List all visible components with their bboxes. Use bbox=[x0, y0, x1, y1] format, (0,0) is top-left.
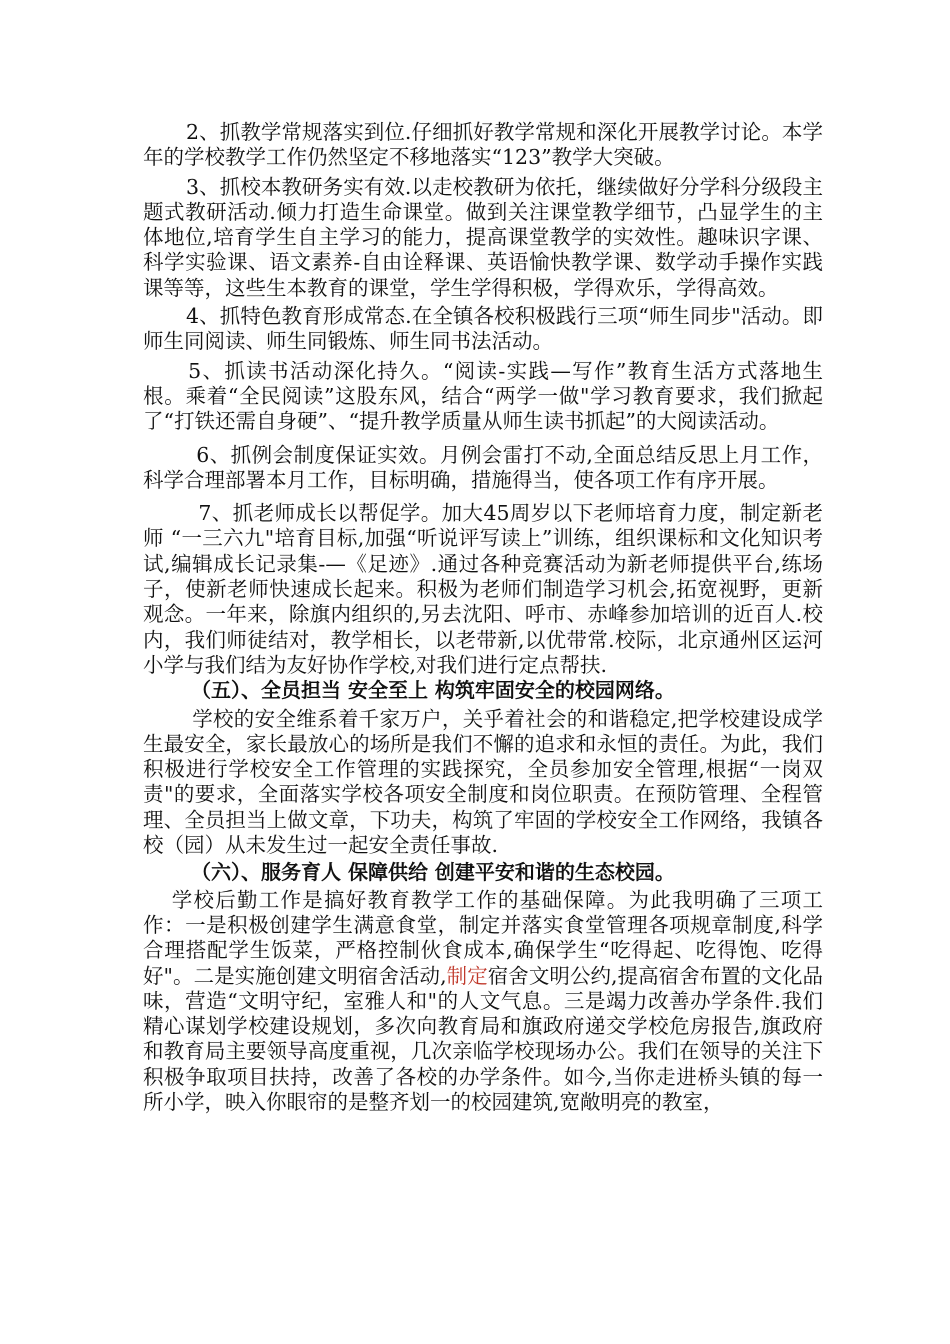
document-page bbox=[143, 120, 823, 1115]
section-heading-safety: （五）、全员担当 安全至上 构筑牢固安全的校园网络。 bbox=[191, 678, 675, 703]
paragraph-reading-activity: 5、抓读书活动深化持久。“阅读-实践—写作”教育生活方式落地生根。乘着“全民阅读”这股东风，结合“两学一做"学习教育要求，我们掀起了“打铁还需自身硬”、“提升教学质量从师生读书抓起”的大阅读活动。 bbox=[143, 358, 823, 434]
paragraph-teacher-growth: 7、抓老师成长以帮促学。加大45周岁以下老师培育力度，制定新老师 “一三六九"培育目标,加强“听说评写读上”训练，组织课标和文化知识考试,编辑成长记录集-—《足迹》.通过各种竞赛活动为新老师提供平台,练场子，使新老师快速成长起来。积极为老师们制造学习机会,拓宽视野，更新观念。一年来，除旗内组织的,另去沈阳、呼市、赤峰参加培训的近百人.校内，我们师徒结对，教学相长，以老带新,以优带常.校际，北京通州区运河小学与我们结为友好协作学校,对我们进行定点帮扶. bbox=[143, 501, 823, 677]
highlighted-word: 制定 bbox=[446, 963, 488, 988]
paragraph-special-education: 4、抓特色教育形成常态.在全镇各校积极践行三项“师生同步"活动。即师生同阅读、师生同锻炼、师生同书法活动。 bbox=[143, 304, 823, 354]
paragraph-logistics bbox=[143, 888, 823, 1116]
paragraph-campus-safety: 学校的安全维系着千家万户，关乎着社会的和谐稳定,把学校建设成学生最安全，家长最放心的场所是我们不懈的追求和永恒的责任。为此，我们积极进行学校安全工作管理的实践探究，全员参加安全管理,根据“一岗双责"的要求，全面落实学校各项安全制度和岗位职责。在预防管理、全程管理、全员担当上做文章，下功夫，构筑了牢固的学校安全工作网络，我镇各校（园）从未发生过一起安全责任事故. bbox=[143, 706, 823, 858]
paragraph-school-research: 3、抓校本教研务实有效.以走校教研为依托，继续做好分学科分级段主题式教研活动.倾力打造生命课堂。做到关注课堂教学细节，凸显学生的主体地位,培育学生自主学习的能力，提高课堂教学的实效性。趣味识字课、科学实验课、语文素养-自由诠释课、英语愉快教学课、数学动手操作实践课等等，这些生本教育的课堂，学生学得积极，学得欢乐，学得高效。 bbox=[143, 174, 823, 300]
logistics-text-part-1: 学校后勤工作是搞好教育教学工作的基础保障。为此我明确了三项工作：一是积极创建学生满意食堂，制定并落实食堂管理各项规章制度,科学合理搭配学生饭菜，严格控制伙食成本,确保学生“吃得起、吃得饱、吃得好"。二是实施创建文明宿舍活动, bbox=[143, 887, 823, 988]
section-heading-service: （六）、服务育人 保障供给 创建平安和谐的生态校园。 bbox=[191, 860, 675, 885]
paragraph-regular-meeting: 6、抓例会制度保证实效。月例会雷打不动,全面总结反思上月工作，科学合理部署本月工作，目标明确，措施得当，使各项工作有序开展。 bbox=[143, 442, 823, 492]
paragraph-teaching-routine: 2、抓教学常规落实到位.仔细抓好教学常规和深化开展教学讨论。本学年的学校教学工作仍然坚定不移地落实“123”教学大突破。 bbox=[143, 120, 823, 170]
logistics-text-part-2: 宿舍文明公约,提高宿舍布置的文化品味，营造“文明守纪，室雅人和"的人文气息。三是竭力改善办学条件.我们精心谋划学校建设规划，多次向教育局和旗政府递交学校危房报告,旗政府和教育局主要领导高度重视，几次亲临学校现场办公。我们在领导的关注下积极争取项目扶持，改善了各校的办学条件。如今,当你走进桥头镇的每一所小学，映入你眼帘的是整齐划一的校园建筑,宽敞明亮的教室， bbox=[143, 963, 824, 1114]
